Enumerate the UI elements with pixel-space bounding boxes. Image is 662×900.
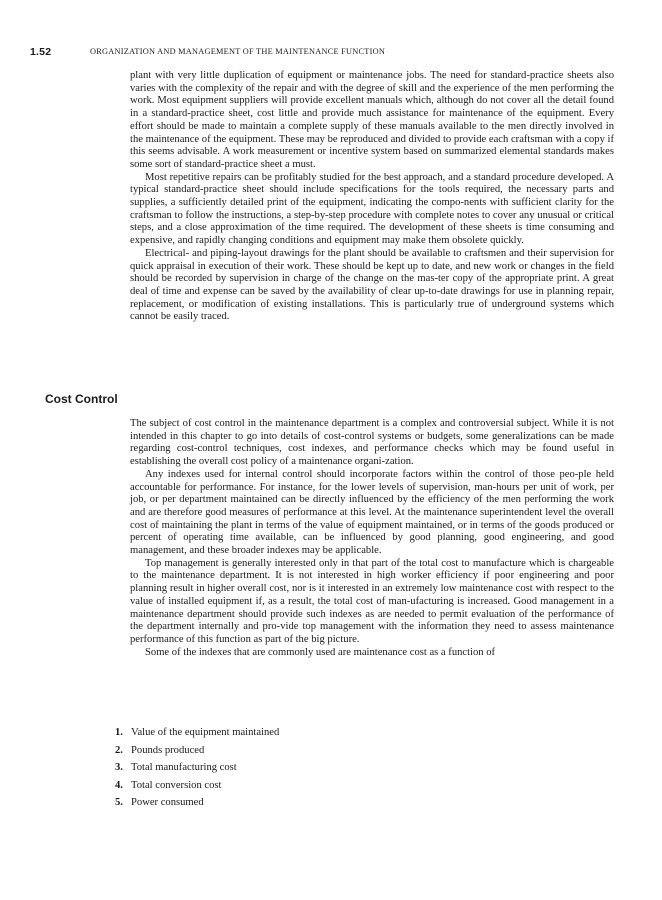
paragraph: Some of the indexes that are commonly used are maintenance cost as a function of	[145, 646, 496, 658]
section-heading-cost-control: Cost Control	[45, 392, 118, 406]
list-item	[115, 759, 279, 777]
page-number: 1.52	[30, 46, 52, 58]
paragraph: Electrical- and piping-layout drawings for the plant should be available to craftsmen and their supervision for quick appraisal in execution of their work. These should be kept up to date, and new work or changes in the field should be recorded by supervision in charge of the change on the mas-ter copy of the appropriate print. A great deal of time and expense can be saved by the availability of clear up-to-date drawings for use in planning repair, replacement, or modification of existing installations. This is particularly true of underground systems which cannot be easily traced.	[130, 247, 614, 323]
list-text: Power consumed	[131, 797, 204, 808]
paragraph: Top management is generally interested only in that part of the total cost to manufacture which is chargeable to the maintenance department. It is not interested in high worker efficiency if poor engineering and poor planning result in higher overall cost, nor is it interested in an extremely low maintenance cost with respect to the value of installed equipment if, as a result, the total cost of man-ufacturing is increased. Good management in a maintenance department should provide such indexes as are needed to permit evaluation of the performance of the department internally and pro-vide top management with the information they need to assess maintenance performance of this function as part of the big picture.	[130, 557, 614, 645]
list-number: 2.	[115, 744, 123, 756]
list-item	[115, 777, 279, 795]
paragraph: Most repetitive repairs can be profitably studied for the best approach, and a standard procedure developed. A typical standard-practice sheet should include specifications for the tools required, the necessary parts and supplies, a sufficiently detailed print of the equipment, indicating the compo-nents with sufficient clarity for the craftsman to follow the instructions, a step-by-step procedure with complete notes to cover any unusual or critical steps, and a close approximation of the time required. The development of these sheets is time consuming and expensive, and rapidly changing conditions and equipment may make them obsolete quickly.	[130, 171, 614, 247]
list-item	[115, 794, 279, 812]
list-number: 3.	[115, 762, 123, 773]
section-cost-control-text	[130, 418, 614, 659]
paragraph: Any indexes used for internal control should incorporate factors within the control of those peo-ple held accountable for performance. For instance, for the lower levels of supervision, man-hours per unit of work, per job, or per department maintained can be directly influenced by the efficiency of the men performing the work and are therefore good measures of performance at this level. At the maintenance superintendent level the overall cost of maintaining the plant in terms of the value of equipment maintained, or in terms of the goods produced or percent of operating time available, can be influenced by good planning, good engineering, and good management, and these broader indexes may be applicable.	[130, 468, 614, 557]
section-continued-text	[130, 70, 614, 324]
paragraph: The subject of cost control in the maintenance department is a complex and controversial subject. While it is not intended in this chapter to go into details of cost-control systems or budgets, some generalizations can be made regarding cost-control techniques, cost indexes, and performance checks which may be found useful in establishing the overall cost policy of a maintenance organi-zation.	[130, 418, 614, 468]
list-text: Pounds produced	[131, 744, 205, 756]
list-number: 4.	[115, 779, 123, 791]
list-text: Value of the equipment maintained	[131, 727, 280, 738]
list-number: 1.	[115, 727, 123, 738]
list-item	[115, 724, 279, 742]
running-title: ORGANIZATION AND MANAGEMENT OF THE MAINTENANCE FUNCTION	[90, 47, 386, 56]
list-item	[115, 742, 279, 760]
list-text: Total manufacturing cost	[131, 762, 237, 773]
paragraph: plant with very little duplication of equipment or maintenance jobs. The need for standard-practice sheets also varies with the complexity of the repair and with the degree of skill and the experience of the men performing the work. Most equipment suppliers will provide excellent manuals which, although do not cover all the detail found in a standard-practice sheet, cost little and provide much assistance for maintenance of the equipment. Every effort should be made to maintain a complete supply of these manuals available to the men directly involved in the maintenance of the equipment. These may be reproduced and divided to provide each craftsman with a copy if this seems advisable. A work measurement or incentive system based on summarized elemental standards makes some sort of standard-practice sheet a must.	[130, 70, 614, 170]
page-header	[30, 46, 630, 58]
list-number: 5.	[115, 797, 123, 808]
indexes-list	[115, 724, 279, 812]
list-text: Total conversion cost	[131, 779, 222, 791]
